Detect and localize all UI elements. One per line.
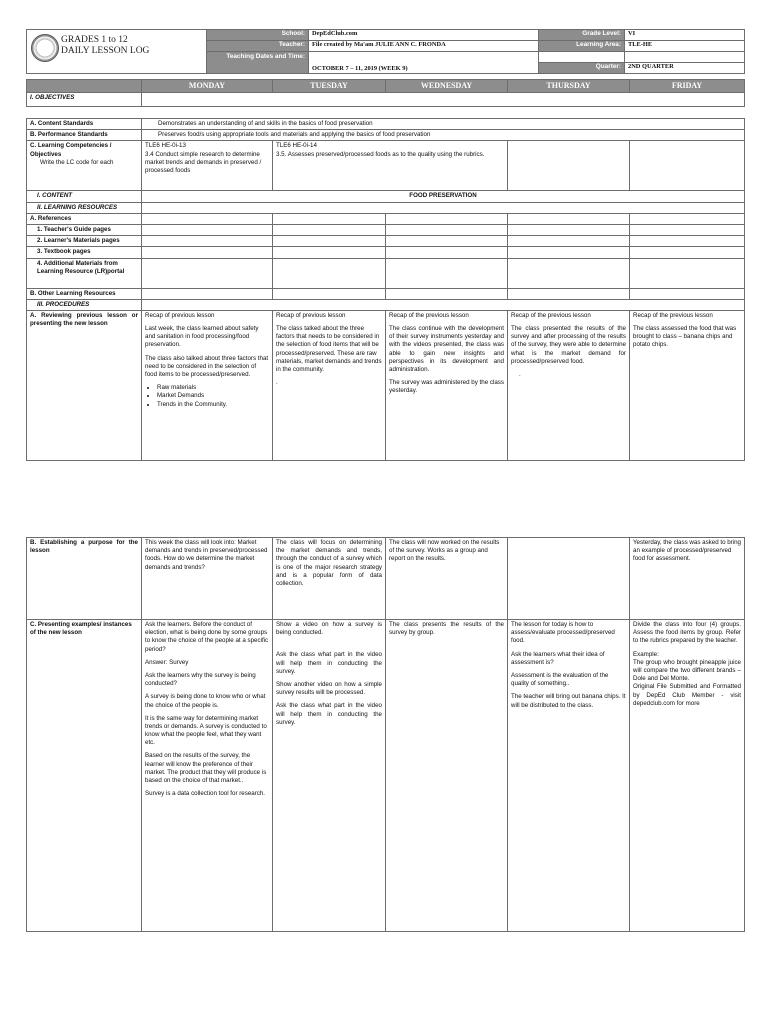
content-standards-value: Demonstrates an understanding of and skills in the basics of food preservation bbox=[142, 119, 745, 130]
purpose-thursday bbox=[508, 538, 630, 620]
dates-label: Teaching Dates and Time: bbox=[207, 52, 309, 74]
purpose-label: B. Establishing a purpose for the lesson bbox=[27, 538, 142, 620]
school-value: DepEdClub.com bbox=[309, 30, 539, 41]
list-item: • Raw materials bbox=[157, 384, 269, 392]
competency-tuesday: TLE6 HE-0i-14 3.5. Assesses preserved/processed foods as to the quality using the rubrics. bbox=[273, 141, 508, 191]
list-item: • Market Demands bbox=[157, 392, 269, 400]
list-item: • Trends in the Community. bbox=[157, 401, 269, 409]
header-table bbox=[26, 29, 745, 74]
objectives-cell bbox=[142, 93, 745, 107]
spacer-row bbox=[27, 107, 745, 119]
content-label: I. CONTENT bbox=[27, 191, 142, 202]
logo-cell bbox=[27, 30, 207, 74]
dates-value: OCTOBER 7 – 11, 2019 (WEEK 9) bbox=[309, 52, 539, 74]
quarter-value: 2ND QUARTER bbox=[625, 63, 745, 74]
day-thursday: THURSDAY bbox=[508, 80, 630, 93]
review-friday: Recap of the previous lesson The class assessed the food that was brought to class – banana chips and potato chips. bbox=[630, 310, 745, 460]
purpose-monday: This week the class will look into: Market demands and trends in preserved/processed foods. How do we determine the market demands and trends? bbox=[142, 538, 273, 620]
learning-area-value: TLE-HE bbox=[625, 41, 745, 52]
competencies-note: Write the LC code for each bbox=[40, 158, 114, 166]
competency-friday bbox=[630, 141, 745, 191]
day-wednesday: WEDNESDAY bbox=[386, 80, 508, 93]
ref-additional-materials: 4. Additional Materials from Learning Resource (LR)portal bbox=[27, 258, 142, 288]
factor-list bbox=[145, 384, 269, 409]
teacher-value: File created by Ma'am JULIE ANN C. FRONDA bbox=[309, 41, 539, 52]
presenting-tuesday: Show a video on how a survey is being conducted. Ask the class what part in the video will help them in conducting the survey. Show another video on how a simple survey results will be processed. Ask the class what part in the video will help them in conducting the survey. bbox=[273, 620, 386, 932]
grade-level-value: VI bbox=[625, 30, 745, 41]
blank-label bbox=[539, 52, 625, 63]
review-tuesday: Recap of previous lesson The class talked about the three factors that needs to be considered in the selection of food items that will be processed/preserved. These are raw materials, market demands and trends in the community. . bbox=[273, 310, 386, 460]
competency-thursday bbox=[508, 141, 630, 191]
ref-learners-materials: 2. Learner's Materials pages bbox=[27, 236, 142, 247]
content-value: FOOD PRESERVATION bbox=[142, 191, 745, 202]
day-header-row bbox=[27, 80, 745, 93]
day-monday: MONDAY bbox=[142, 80, 273, 93]
grade-level-label: Grade Level: bbox=[539, 30, 625, 41]
lesson-table-continued bbox=[26, 537, 745, 932]
presenting-friday: Divide the class into four (4) groups. Assess the food items by group. Refer to the rubrics prepared by the teacher. Example: The group who brought pineapple juice will compare the two different brands – Dole and Del Monte. Original File Submitted and Formatted by DepEd Club Member - visit depedclub.com for more bbox=[630, 620, 745, 932]
presenting-wednesday: The class presents the results of the survey by group. bbox=[386, 620, 508, 932]
day-friday: FRIDAY bbox=[630, 80, 745, 93]
content-standards-label: A. Content Standards bbox=[27, 119, 142, 130]
review-wednesday: Recap of the previous lesson The class continue with the development of their survey instruments yesterday and with the videos presented, the class was able to gain new insights and perspectives in its development and administration. The survey was administered by the class yesterday. bbox=[386, 310, 508, 460]
presenting-label: C. Presenting examples/ instances of the new lesson bbox=[27, 620, 142, 932]
learning-area-label: Learning Area: bbox=[539, 41, 625, 52]
ref-teachers-guide: 1. Teacher's Guide pages bbox=[27, 224, 142, 235]
quarter-label: Quarter: bbox=[539, 63, 625, 74]
presenting-monday: Ask the learners. Before the conduct of election, what is being done by some groups to know the choice of the people at a specific period? Answer: Survey Ask the learners why the survey is being conducted? A survey is being done to know who or what the choice of the people is. It is the same way for determining market trends or demands. A survey is conducted to know what the people feel, what they want etc. Based on the results of the survey, the learner will know the preference of their market. The product that they will produce is based on the choice of that market.. Survey is a data collection tool for research. bbox=[142, 620, 273, 932]
purpose-friday: Yesterday, the class was asked to bring an example of processed/preserved food for assessment. bbox=[630, 538, 745, 620]
review-thursday: Recap of the previous lesson The class presented the results of the survey and after processing of the results of the survey, they were able to determine what is the market demand for processed/preserved food. . bbox=[508, 310, 630, 460]
presenting-thursday: The lesson for today is how to assess/evaluate processed/preserved food. Ask the learners what their idea of assessment is? Assessment is the evaluation of the quality of something.. The teacher will bring out banana chips. It will be distributed to the class. bbox=[508, 620, 630, 932]
procedures-cell bbox=[142, 299, 745, 310]
other-resources-label: B. Other Learning Resources bbox=[27, 288, 142, 299]
references-label: A. References bbox=[27, 213, 142, 224]
competency-monday: TLE6 HE-0i-13 3.4 Conduct simple research to determine market trends and demands in preserved / processed foods bbox=[142, 141, 273, 191]
competencies-label: C. Learning Competencies / Objectives bbox=[30, 142, 112, 158]
learning-resources-cell bbox=[142, 202, 745, 213]
learning-resources-label: II. LEARNING RESOURCES bbox=[27, 202, 142, 213]
performance-standards-label: B. Performance Standards bbox=[27, 130, 142, 141]
school-label: School: bbox=[207, 30, 309, 41]
deped-seal-icon bbox=[31, 34, 59, 62]
competencies-label-cell bbox=[27, 141, 142, 191]
blank-value bbox=[625, 52, 745, 63]
performance-standards-value: Preserves food/s using appropriate tools and materials and applying the basics of food preservation bbox=[142, 130, 745, 141]
day-tuesday: TUESDAY bbox=[273, 80, 386, 93]
review-monday: Recap of previous lesson Last week, the class learned about safety and sanitation in food processing/food preservation. The class also talked about three factors that need to be considered in the selection of food items to be processed/preserved. • Raw materials • Market Demands • Trends in the Community. bbox=[142, 310, 273, 460]
purpose-tuesday: The class will focus on determining the market demands and trends, through the conduct of a survey which is one of the major research strategy and is a popular form of data collection. bbox=[273, 538, 386, 620]
ref-textbook: 3. Textbook pages bbox=[27, 247, 142, 258]
review-label: A. Reviewing previous lesson or presenting the new lesson bbox=[27, 310, 142, 460]
log-title: GRADES 1 to 12 DAILY LESSON LOG bbox=[61, 35, 150, 56]
objectives-label: I. OBJECTIVES bbox=[27, 93, 142, 107]
teacher-label: Teacher: bbox=[207, 41, 309, 52]
procedures-label: III. PROCEDURES bbox=[27, 299, 142, 310]
lesson-table bbox=[26, 79, 745, 461]
purpose-wednesday: The class will now worked on the results of the survey. Works as a group and report on the results. bbox=[386, 538, 508, 620]
blank-corner bbox=[27, 80, 142, 93]
